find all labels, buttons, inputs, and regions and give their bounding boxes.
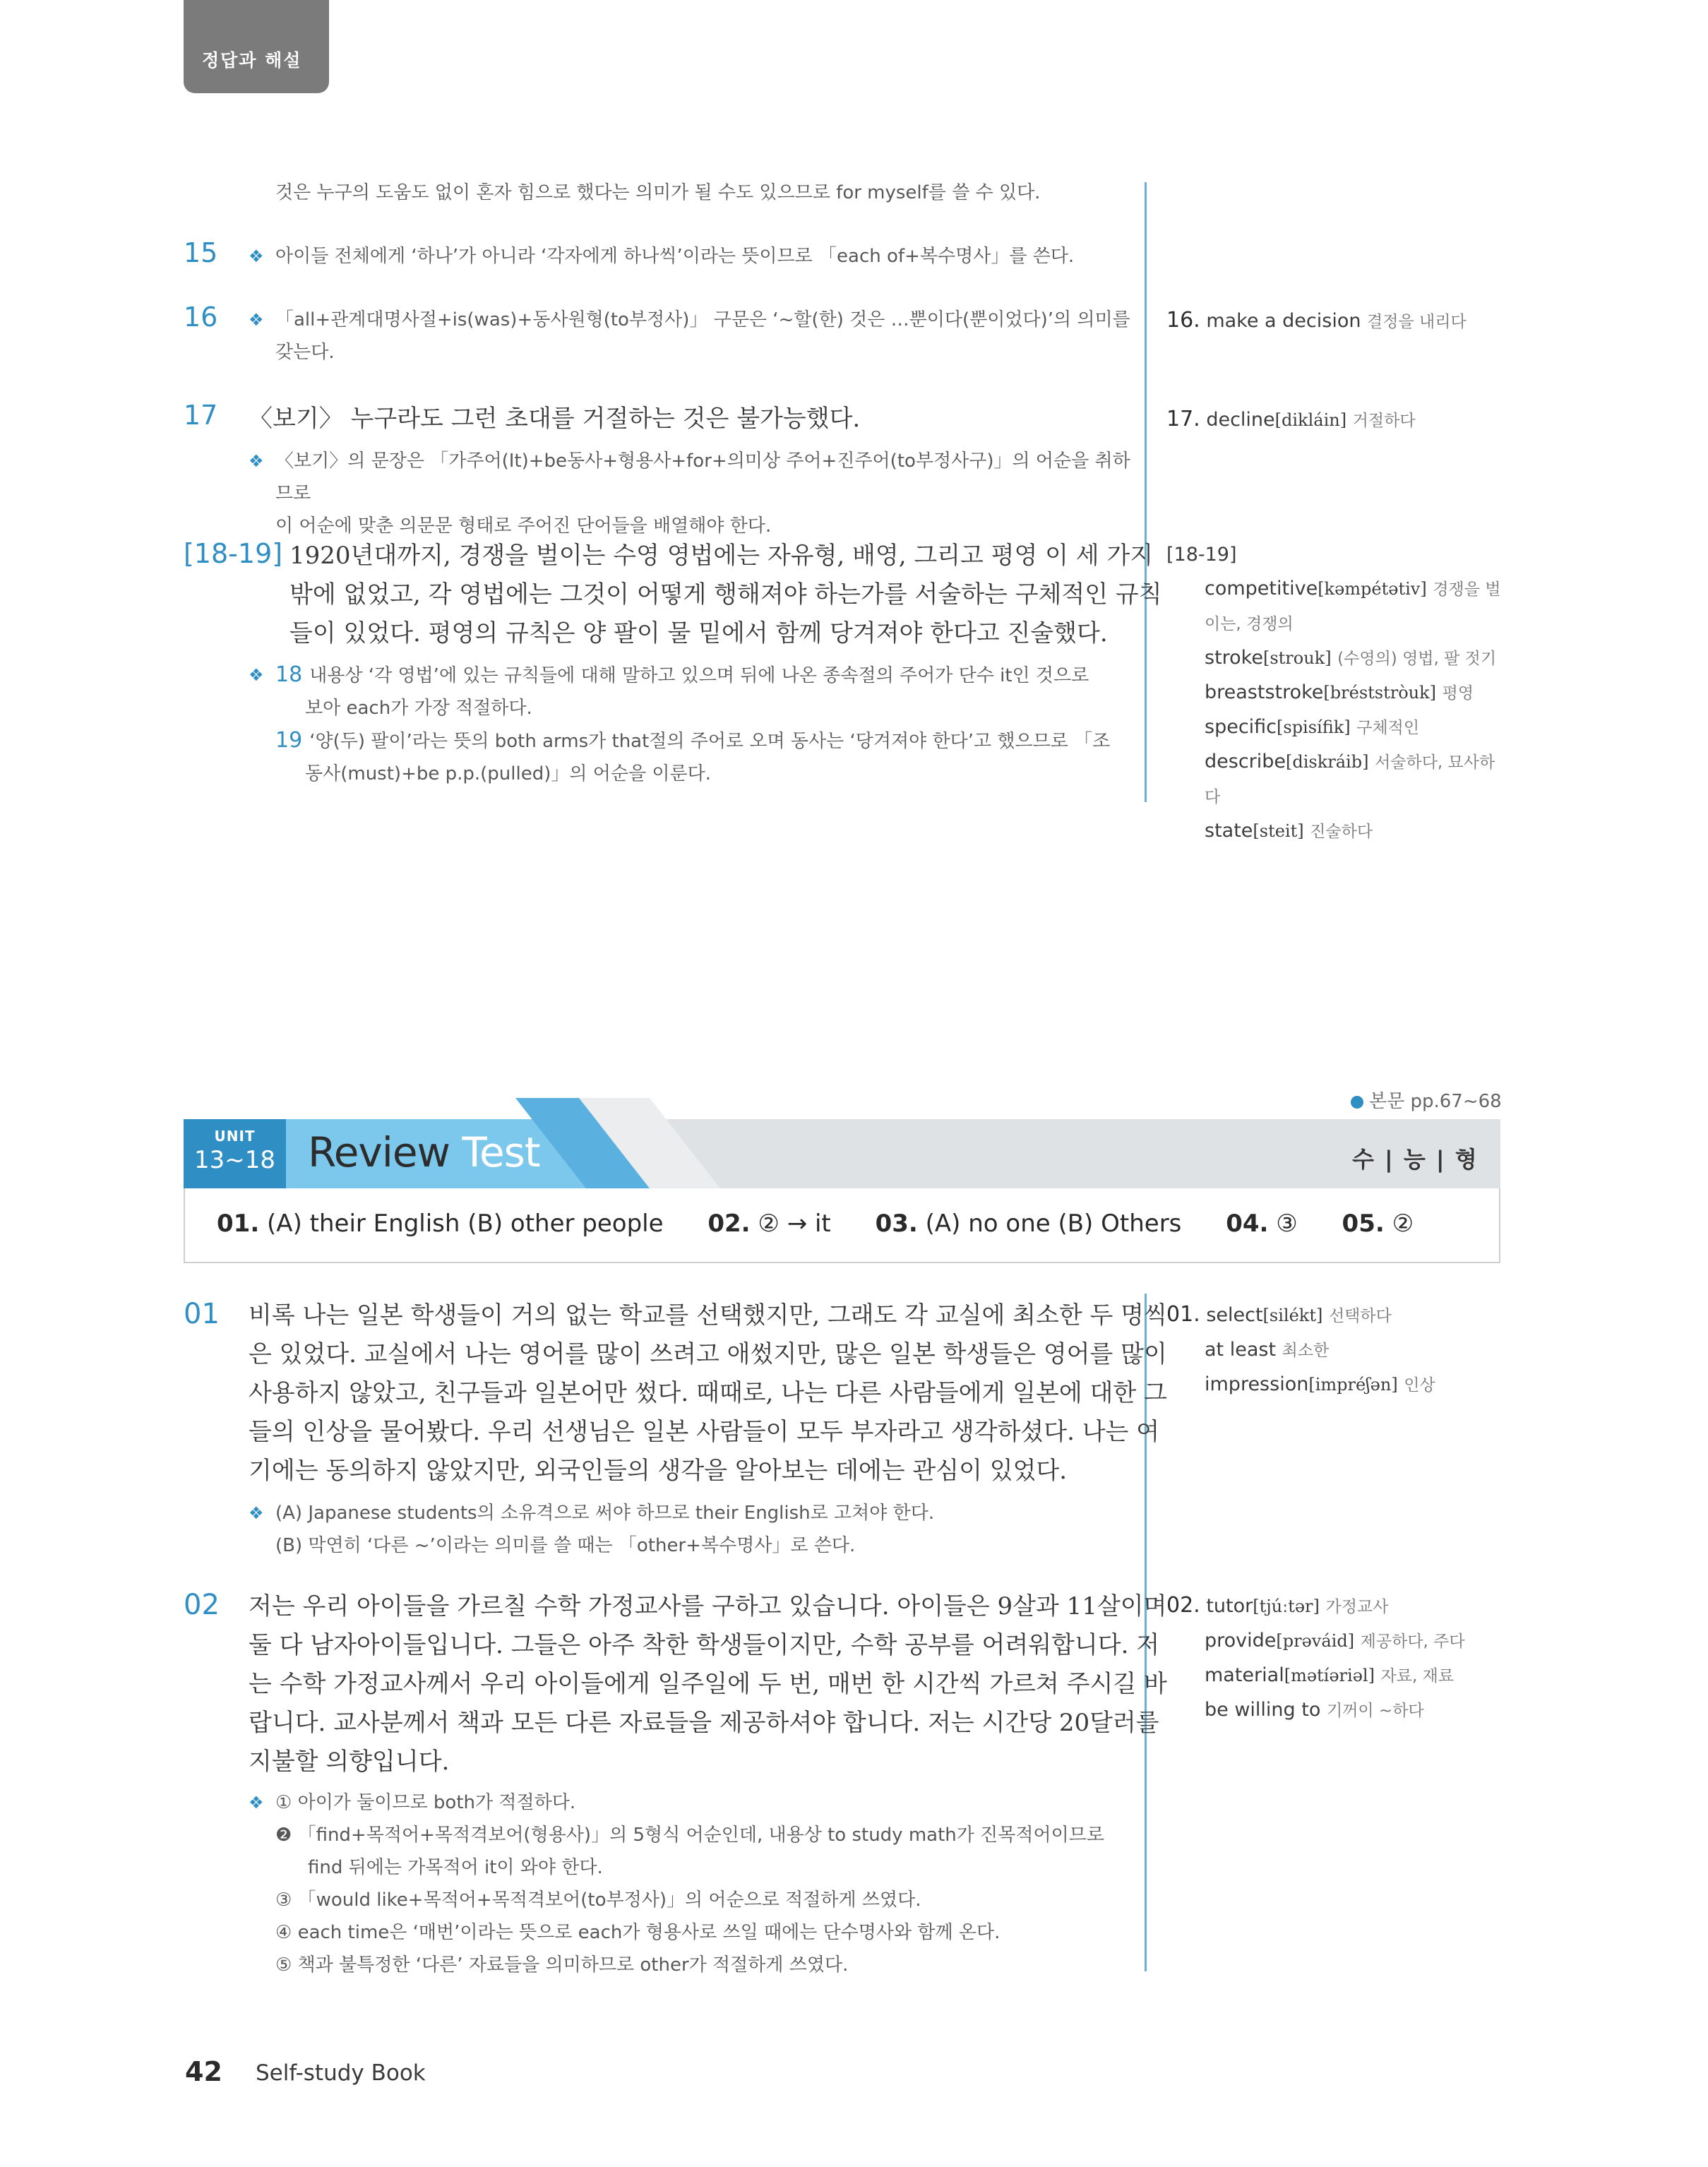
translation-line: 비록 나는 일본 학생들이 거의 없는 학교를 선택했지만, 그래도 각 교실에 최소한 두 명씩 bbox=[249, 1301, 1167, 1330]
answer-key-row bbox=[184, 1188, 1500, 1263]
note-02-line: find 뒤에는 가목적어 it이 와야 한다. bbox=[308, 1857, 603, 1878]
translation-line: 들의 인상을 물어봤다. 우리 선생님은 일본 사람들이 모두 부자라고 생각하셨다. 나는 여 bbox=[249, 1418, 1160, 1446]
translation-line: 기에는 동의하지 않았지만, 외국인들의 생각을 알아보는 데에는 관심이 있었다. bbox=[249, 1457, 1068, 1485]
diamond-bullet-icon: ❖ bbox=[249, 451, 264, 471]
vocab-item: 02. tutor[tjúːtər] 가정교사 bbox=[1166, 1593, 1389, 1618]
translation-02 bbox=[249, 1587, 1167, 1781]
review-test-title: Review Test bbox=[308, 1128, 540, 1176]
vocab-item: 01. select[silékt] 선택하다 bbox=[1166, 1302, 1392, 1327]
translation-line: 1920년대까지, 경쟁을 벌이는 수영 영법에는 자유형, 배영, 그리고 평영 이 세 가지 bbox=[289, 542, 1154, 570]
vocab-number: 16. bbox=[1166, 308, 1200, 333]
answer-number: 04. bbox=[1226, 1210, 1269, 1238]
note-01 bbox=[249, 1497, 1131, 1562]
diamond-bullet-icon: ❖ bbox=[249, 665, 264, 685]
note-17 bbox=[249, 445, 1131, 542]
bullet-dot-icon bbox=[1351, 1096, 1363, 1109]
translation-line: 는 수학 가정교사께서 우리 아이들에게 일주일에 두 번, 매번 한 시간씩 가르쳐 주시길 바 bbox=[249, 1670, 1167, 1698]
answer-text: ② → it bbox=[758, 1210, 831, 1238]
answer-number: 02. bbox=[707, 1210, 751, 1238]
answer-text: ② bbox=[1392, 1210, 1414, 1238]
vocab-18-19 bbox=[1166, 538, 1505, 849]
answer-text: (A) their English (B) other people bbox=[267, 1210, 664, 1238]
vocab-item: state[steit] 진술하다 bbox=[1205, 820, 1373, 842]
answer-number: 03. bbox=[875, 1210, 918, 1238]
question-number-17: 17 bbox=[184, 400, 218, 431]
sub-number-18: 18 bbox=[275, 662, 303, 687]
diamond-bullet-icon: ❖ bbox=[249, 310, 264, 330]
vocab-item: be willing to 기꺼이 ~하다 bbox=[1205, 1699, 1424, 1721]
vocab-phonetic: [dikláin] bbox=[1274, 410, 1347, 430]
answer-text: (A) no one (B) Others bbox=[925, 1210, 1182, 1238]
translation-18-19 bbox=[289, 537, 1162, 653]
question-number-16: 16 bbox=[184, 302, 218, 333]
translation-line: 들이 있었다. 평영의 규칙은 양 팔이 물 밑에서 함께 당겨져야 한다고 진술했다. bbox=[289, 619, 1108, 647]
note-02-line: ④ each time은 ‘매번’이라는 뜻으로 each가 형용사로 쓰일 때에는 단수명사와 함께 온다. bbox=[275, 1922, 1001, 1943]
book-title: Self-study Book bbox=[256, 2060, 426, 2086]
vocab-word: decline bbox=[1206, 409, 1275, 431]
note-02-line: ③ 「would like+목적어+목적격보어(to부정사)」의 어순으로 적절하게 쓰였다. bbox=[275, 1890, 921, 1911]
note-17-line2: 이 어순에 맞춘 의문문 형태로 주어진 단어들을 배열해야 한다. bbox=[275, 515, 772, 537]
vocab-02 bbox=[1166, 1589, 1505, 1728]
diamond-bullet-icon: ❖ bbox=[249, 1793, 264, 1813]
translation-line: 사용하지 않았고, 친구들과 일본어만 썼다. 때때로, 나는 다른 사람들에게 일본에 대한 그 bbox=[249, 1379, 1167, 1407]
translation-line: 둘 다 남자아이들입니다. 그들은 아주 착한 학생들이지만, 수학 공부를 어려워합니다. 저 bbox=[249, 1631, 1160, 1659]
note-02-line: ❷ 「find+목적어+목적격보어(형용사)」의 5형식 어순인데, 내용상 to study math가 진목적어이므로 bbox=[275, 1825, 1104, 1846]
vocab-item: breaststroke[bréststròuk] 평영 bbox=[1205, 681, 1474, 703]
translation-line: 지불할 의향입니다. bbox=[249, 1748, 450, 1776]
question-number-15: 15 bbox=[184, 237, 218, 268]
note-19-line2: 동사(must)+be p.p.(pulled)」의 어순을 이룬다. bbox=[305, 763, 711, 784]
diamond-bullet-icon: ❖ bbox=[249, 1503, 264, 1523]
section-tab: 정답과 해설 bbox=[184, 0, 329, 93]
note-02 bbox=[249, 1786, 1131, 1981]
column-divider-top bbox=[1145, 182, 1147, 802]
note-19-line1: 19 ‘양(두) 팔이’라는 뜻의 both arms가 that절의 주어로 오며 동사는 ‘당겨져야 한다’고 했으므로 「조 bbox=[275, 728, 1111, 753]
vocab-item: competitive[kəmpétətiv] 경쟁을 벌 bbox=[1205, 578, 1501, 599]
note-17-line1: 〈보기〉의 문장은 「가주어(It)+be동사+형용사+for+의미상 주어+진주어(to부정사구)」의 어순을 취하므로 bbox=[275, 450, 1130, 504]
question-number-18-19: [18-19] bbox=[184, 538, 283, 569]
page-reference: 본문 pp.67~68 bbox=[1351, 1087, 1502, 1113]
unit-label: UNIT bbox=[214, 1128, 256, 1145]
page-number: 42 bbox=[185, 2056, 222, 2087]
vocab-item: impression[impréʃən] 인상 bbox=[1205, 1373, 1435, 1395]
note-18-line1: 18 내용상 ‘각 영법’에 있는 규칙들에 대해 말하고 있으며 뒤에 나온 종속절의 주어가 단수 it인 것으로 bbox=[275, 662, 1089, 687]
note-18 bbox=[249, 659, 1131, 790]
vocab-item: at least 최소한 bbox=[1205, 1339, 1330, 1361]
note-02-line: ⑤ 책과 불특정한 ‘다른’ 자료들을 의미하므로 other가 적절하게 쓰였다. bbox=[275, 1954, 849, 1976]
vocab-meaning: 거절하다 bbox=[1352, 412, 1416, 430]
vocab-meaning: 결정을 내리다 bbox=[1367, 313, 1467, 331]
note-16 bbox=[249, 304, 1131, 369]
translation-17: 〈보기〉 누구라도 그런 초대를 거절하는 것은 불가능했다. bbox=[249, 405, 861, 433]
unit-range: 13~18 bbox=[193, 1146, 275, 1174]
vocab-item: stroke[strouk] (수영의) 영법, 팔 젓기 bbox=[1205, 647, 1497, 669]
note-16-line1: 「all+관계대명사절+is(was)+동사원형(to부정사)」 구문은 ‘~할(한) 것은 …뿐이다(뿐이었다)’의 의미를 bbox=[275, 309, 1130, 330]
vocab-item: provide[prəváid] 제공하다, 주다 bbox=[1205, 1630, 1465, 1652]
vocab-number: [18-19] bbox=[1166, 544, 1237, 566]
vocab-item: 이는, 경쟁의 bbox=[1205, 615, 1294, 633]
note-01-line1: (A) Japanese students의 소유격으로 써야 하므로 their English로 고쳐야 한다. bbox=[275, 1503, 935, 1524]
vocab-number: 17. bbox=[1166, 407, 1200, 431]
translation-line: 랍니다. 교사분께서 책과 모든 다른 자료들을 제공하셔야 합니다. 저는 시간당 20달러를 bbox=[249, 1709, 1159, 1737]
translation-line: 은 있었다. 교실에서 나는 영어를 많이 쓰려고 애썼지만, 많은 일본 학생들은 영어를 많이 bbox=[249, 1340, 1167, 1368]
answer-number: 05. bbox=[1342, 1210, 1385, 1238]
review-question-number-02: 02 bbox=[184, 1589, 220, 1621]
translation-line: 밖에 없었고, 각 영법에는 그것이 어떻게 행해져야 하는가를 서술하는 구체적인 규칙 bbox=[289, 580, 1162, 609]
note-18-line2: 보아 each가 가장 적절하다. bbox=[305, 698, 532, 719]
sub-number-19: 19 bbox=[275, 728, 303, 753]
vocab-17 bbox=[1166, 402, 1505, 438]
answer-number: 01. bbox=[217, 1210, 260, 1238]
note-01-line2: (B) 막연히 ‘다른 ~’이라는 의미를 쓸 때는 「other+복수명사」로 쓴다. bbox=[275, 1535, 856, 1556]
review-question-number-01: 01 bbox=[184, 1298, 220, 1330]
diamond-bullet-icon: ❖ bbox=[249, 246, 264, 266]
unit-badge bbox=[184, 1119, 286, 1188]
vocab-item: describe[diskráib] 서술하다, 묘사하다 bbox=[1205, 751, 1495, 806]
translation-01 bbox=[249, 1296, 1167, 1491]
question-type-tag: 수 | 능 | 형 bbox=[1352, 1146, 1479, 1173]
vocab-item: specific[spisífik] 구체적인 bbox=[1205, 716, 1420, 738]
note-15 bbox=[249, 240, 1131, 273]
intro-note: 것은 누구의 도움도 없이 혼자 힘으로 했다는 의미가 될 수도 있으므로 for myself를 쓸 수 있다. bbox=[275, 182, 1041, 203]
vocab-16 bbox=[1166, 304, 1505, 339]
vocab-01 bbox=[1166, 1298, 1505, 1402]
note-02-line: ① 아이가 둘이므로 both가 적절하다. bbox=[275, 1792, 576, 1813]
translation-line: 저는 우리 아이들을 가르칠 수학 가정교사를 구하고 있습니다. 아이들은 9살과 11살이며 bbox=[249, 1592, 1167, 1620]
vocab-word: make a decision bbox=[1206, 310, 1361, 332]
note-16-line2: 갖는다. bbox=[275, 342, 335, 363]
note-15-text: 아이들 전체에게 ‘하나’가 아니라 ‘각자에게 하나씩’이라는 뜻이므로 「each of+복수명사」를 쓴다. bbox=[275, 246, 1075, 267]
answer-text: ③ bbox=[1276, 1210, 1298, 1238]
vocab-item: material[mətíəriəl] 자료, 재료 bbox=[1205, 1664, 1455, 1686]
